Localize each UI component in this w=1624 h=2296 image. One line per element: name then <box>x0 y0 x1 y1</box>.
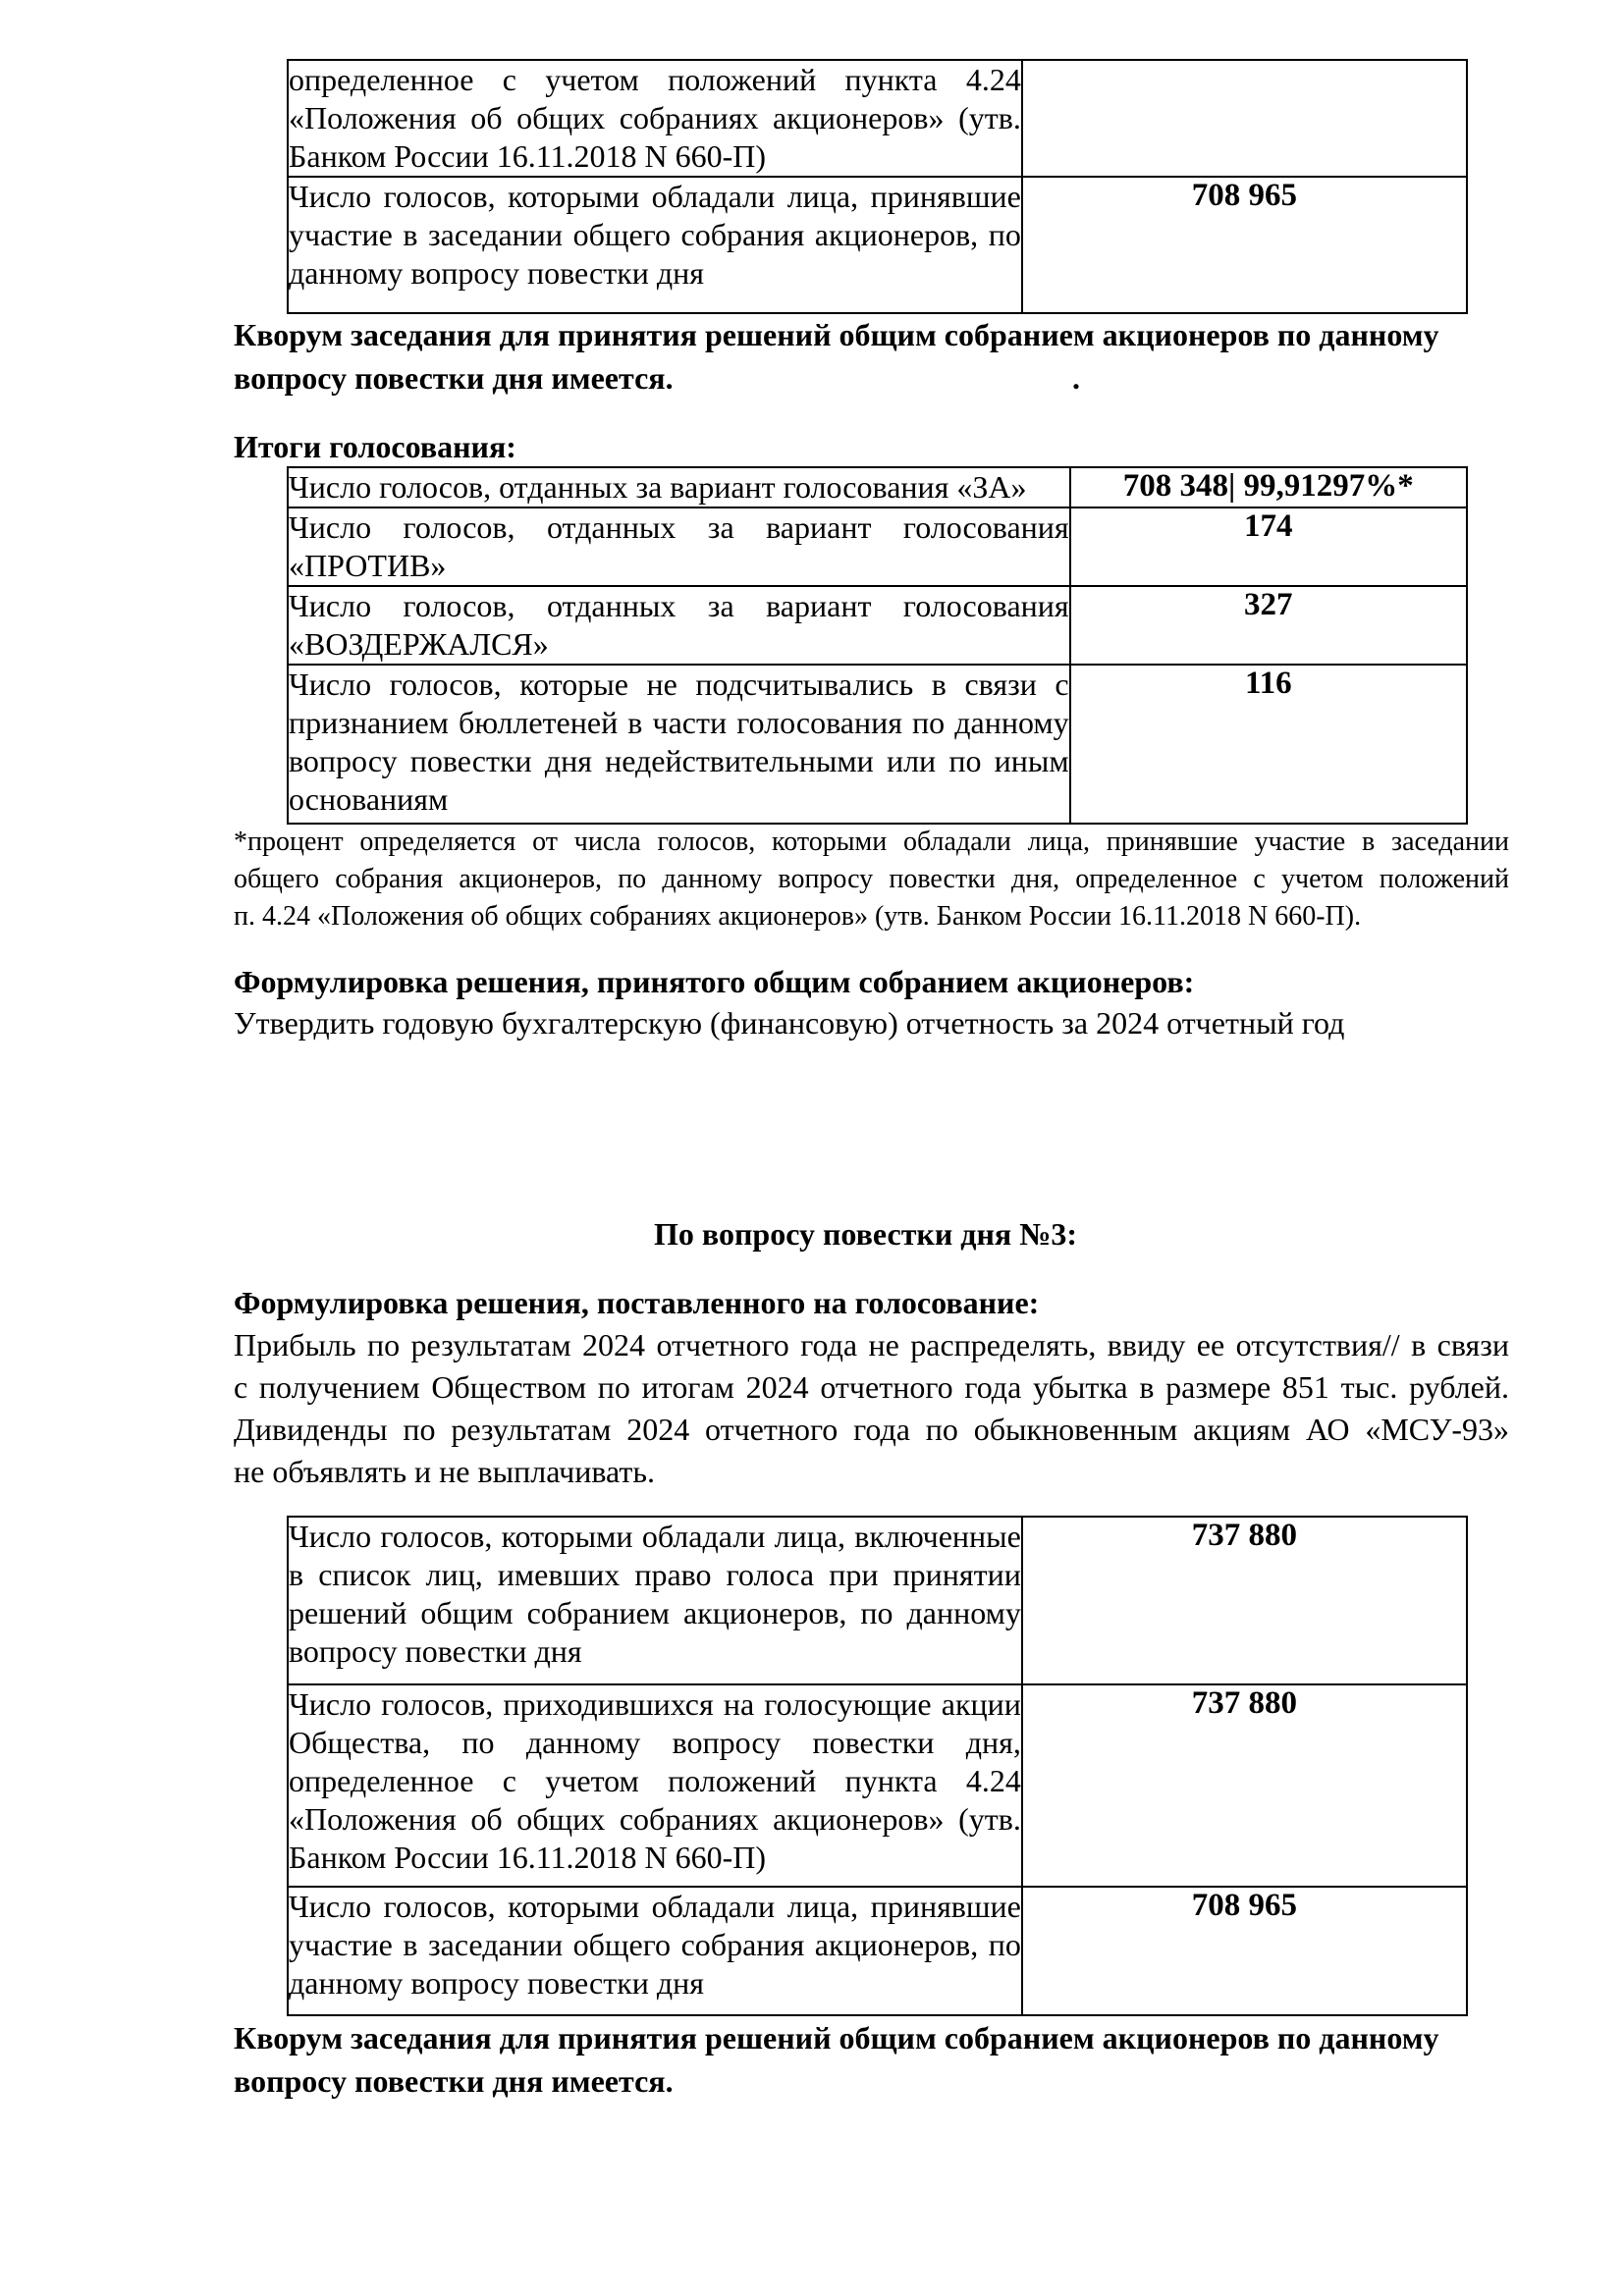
row-label: Число голосов, приходившихся на голосующие акции Общества, по данному вопросу повестки дня, определенное с учетом положений пункта 4.24 «Положения об общих собраниях акционеров» (утв. Банком России 16.11.2018 N 660-П) <box>288 1684 1022 1887</box>
decision-heading: Формулировка решения, принятого общим собранием акционеров: <box>234 964 1195 999</box>
row-label: Число голосов, отданных за вариант голосования «ПРОТИВ» <box>288 507 1070 586</box>
proposed-decision-line-3: Дивиденды по результатам 2024 отчетного года по обыкновенным акциям АО «МСУ-93» <box>234 1412 1509 1447</box>
row-value: 708 348| 99,91297%* <box>1070 467 1467 507</box>
row-label: Число голосов, которые не подсчитывались в связи с признанием бюллетеней в части голосования по данному вопросу повестки дня недействительными или по иным основаниям <box>288 665 1070 824</box>
quorum-line-1: Кворум заседания для принятия решений общим собранием акционеров по данному <box>234 317 1439 352</box>
row-label: Число голосов, которыми обладали лица, принявшие участие в заседании общего собрания акционеров, по данному вопросу повестки дня <box>288 1887 1022 2015</box>
row-label: определенное с учетом положений пункта 4.24 «Положения об общих собраниях акционеров» (утв. Банком России 16.11.2018 N 660-П) <box>288 60 1022 177</box>
quorum-dot: . <box>1072 360 1080 396</box>
proposed-decision-line-4: не объявлять и не выплачивать. <box>234 1454 655 1489</box>
decision-text: Утвердить годовую бухгалтерскую (финансовую) отчетность за 2024 отчетный год <box>234 1005 1345 1041</box>
row-value <box>1022 60 1467 177</box>
row-value: 174 <box>1070 507 1467 586</box>
table-row <box>288 60 1467 177</box>
row-value: 737 880 <box>1022 1517 1467 1684</box>
proposed-decision-line-2: с получением Обществом по итогам 2024 отчетного года убытка в размере 851 тыс. рублей. <box>234 1369 1509 1405</box>
votes-table-top <box>287 59 1468 314</box>
agenda-item-title: По вопросу повестки дня №3: <box>654 1216 1078 1252</box>
quorum-line-2: вопросу повестки дня имеется. <box>234 360 674 396</box>
votes-table-bottom <box>287 1516 1468 2016</box>
proposed-decision-heading: Формулировка решения, поставленного на голосование: <box>234 1285 1040 1320</box>
table-row <box>288 1684 1467 1887</box>
row-label: Число голосов, отданных за вариант голосования «ВОЗДЕРЖАЛСЯ» <box>288 586 1070 665</box>
row-value: 327 <box>1070 586 1467 665</box>
voting-results-heading: Итоги голосования: <box>234 429 516 464</box>
quorum-line-2: вопросу повестки дня имеется. <box>234 2063 674 2099</box>
footnote-line-3: п. 4.24 «Положения об общих собраниях акционеров» (утв. Банком России 16.11.2018 N 660-П). <box>234 901 1362 932</box>
table-row <box>288 1517 1467 1684</box>
footnote-line-1: *процент определяется от числа голосов, которыми обладали лица, принявшие участие в заседании <box>234 827 1509 857</box>
proposed-decision-line-1: Прибыль по результатам 2024 отчетного года не распределять, ввиду ее отсутствия// в связи <box>234 1327 1509 1362</box>
row-label: Число голосов, отданных за вариант голосования «ЗА» <box>288 467 1070 507</box>
row-label: Число голосов, которыми обладали лица, включенные в список лиц, имевших право голоса при принятии решений общим собранием акционеров, по данному вопросу повестки дня <box>288 1517 1022 1684</box>
row-value: 116 <box>1070 665 1467 824</box>
row-value: 737 880 <box>1022 1684 1467 1887</box>
row-label: Число голосов, которыми обладали лица, принявшие участие в заседании общего собрания акционеров, по данному вопросу повестки дня <box>288 177 1022 313</box>
quorum-line-1: Кворум заседания для принятия решений общим собранием акционеров по данному <box>234 2020 1439 2056</box>
footnote-line-2: общего собрания акционеров, по данному вопросу повестки дня, определенное с учетом положений <box>234 864 1509 894</box>
row-value: 708 965 <box>1022 1887 1467 2015</box>
table-row <box>288 1887 1467 2015</box>
table-row <box>288 467 1467 507</box>
table-row <box>288 586 1467 665</box>
row-value: 708 965 <box>1022 177 1467 313</box>
table-row <box>288 177 1467 313</box>
voting-results-table <box>287 466 1468 825</box>
table-row <box>288 507 1467 586</box>
table-row <box>288 665 1467 824</box>
